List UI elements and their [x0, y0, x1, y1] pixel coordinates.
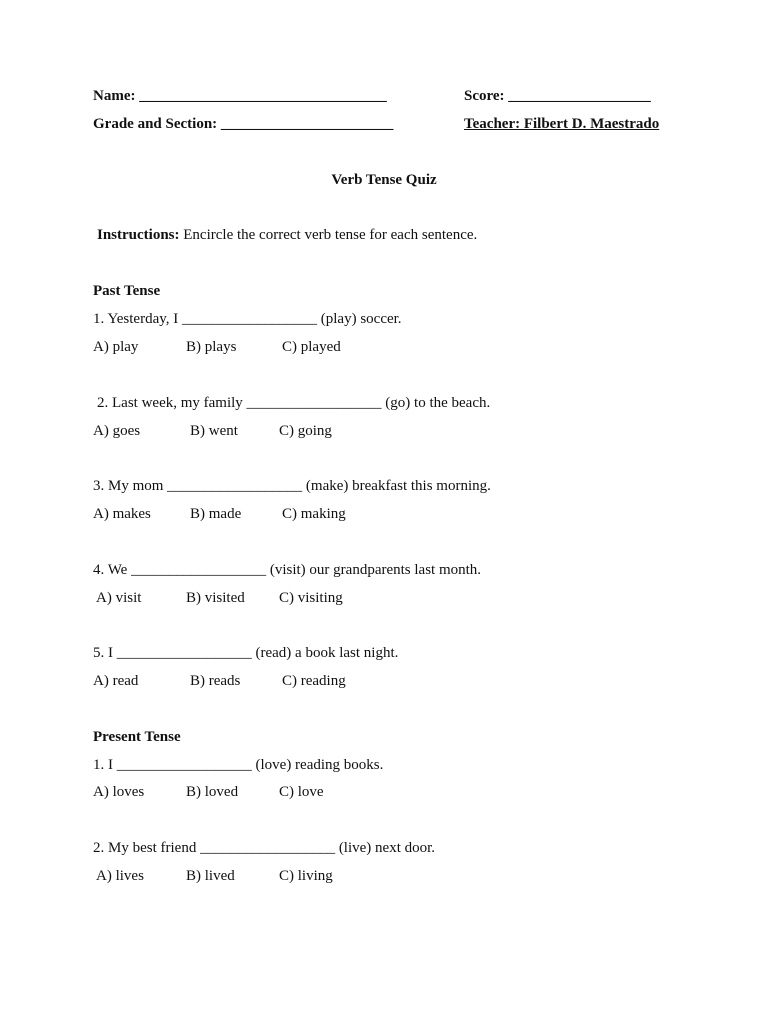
option-present-1-c: C) love	[279, 784, 324, 800]
question-past-1: 1. Yesterday, I __________________ (play) soccer.	[93, 311, 402, 327]
option-present-2-a: A) lives	[96, 868, 144, 884]
option-present-2-b: B) lived	[186, 868, 235, 884]
question-past-4: 4. We __________________ (visit) our grandparents last month.	[93, 562, 482, 578]
option-past-3-b: B) made	[190, 506, 242, 522]
option-past-5-c: C) reading	[282, 673, 346, 689]
option-past-1-b: B) plays	[186, 339, 237, 355]
score-field-label: Score: ___________________	[464, 88, 651, 104]
option-past-5-b: B) reads	[190, 673, 241, 689]
section-heading-past-tense: Past Tense	[93, 283, 161, 299]
option-past-2-c: C) going	[279, 423, 332, 439]
option-past-4-c: C) visiting	[279, 590, 343, 606]
instructions-label: Instructions:	[97, 227, 180, 243]
option-past-4-b: B) visited	[186, 590, 245, 606]
option-past-5-a: A) read	[93, 673, 139, 689]
question-past-2: 2. Last week, my family __________________ (go) to the beach.	[97, 395, 491, 411]
question-past-3: 3. My mom __________________ (make) breakfast this morning.	[93, 478, 491, 494]
option-past-2-a: A) goes	[93, 423, 141, 439]
instructions-text: Encircle the correct verb tense for each sentence.	[179, 227, 478, 243]
option-past-3-c: C) making	[282, 506, 346, 522]
teacher-name: Teacher: Filbert D. Maestrado	[464, 116, 660, 132]
option-past-1-a: A) play	[93, 339, 139, 355]
option-present-2-c: C) living	[279, 868, 333, 884]
section-heading-present-tense: Present Tense	[93, 729, 181, 745]
option-past-1-c: C) played	[282, 339, 341, 355]
question-present-2: 2. My best friend __________________ (live) next door.	[93, 840, 436, 856]
option-past-4-a: A) visit	[96, 590, 142, 606]
option-past-3-a: A) makes	[93, 506, 151, 522]
instructions	[97, 226, 477, 244]
option-past-2-b: B) went	[190, 423, 238, 439]
name-field-label: Name: _________________________________	[93, 88, 387, 104]
option-present-1-a: A) loves	[93, 784, 145, 800]
question-present-1: 1. I __________________ (love) reading books.	[93, 757, 384, 773]
grade-section-field-label: Grade and Section: _______________________	[93, 116, 394, 132]
quiz-title: Verb Tense Quiz	[331, 172, 437, 188]
question-past-5: 5. I __________________ (read) a book last night.	[93, 645, 399, 661]
option-present-1-b: B) loved	[186, 784, 239, 800]
